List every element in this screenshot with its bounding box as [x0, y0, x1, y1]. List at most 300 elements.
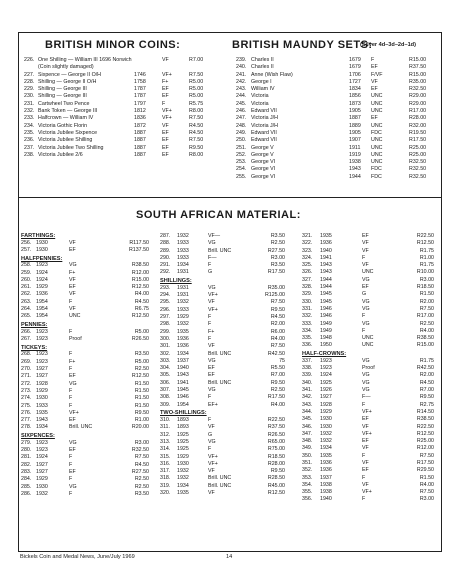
- coin-year: 1927: [36, 461, 48, 468]
- lot-number: 290.: [160, 254, 171, 261]
- lot-number: 232.: [24, 108, 35, 115]
- coin-year: 1932: [36, 490, 48, 497]
- coin-row: [160, 314, 295, 321]
- coin-grade: F: [69, 387, 73, 394]
- coin-row: [21, 373, 153, 380]
- coin-year: 1946: [320, 305, 332, 312]
- coin-price: R26.50: [267, 431, 285, 438]
- coin-row: [21, 270, 153, 277]
- category-heading: FARTHINGS:: [21, 233, 56, 239]
- coin-row: [21, 284, 153, 291]
- coin-grade: EF: [208, 365, 215, 372]
- set-price: R32.50: [409, 166, 427, 173]
- coin-grade: VF: [208, 424, 215, 431]
- set-year: 1856: [349, 93, 361, 100]
- lot-number: 347.: [302, 430, 313, 437]
- lot-number: 258.: [21, 262, 32, 269]
- coin-row: [160, 372, 295, 379]
- coin-row: [302, 306, 440, 313]
- coin-description: Halfcrown — William IV: [38, 115, 94, 122]
- lot-number: 271.: [21, 373, 32, 380]
- coin-row: [302, 387, 440, 394]
- coin-price: R7.00: [189, 57, 204, 63]
- lot-number: 355.: [302, 489, 313, 496]
- lot-number: 327.: [302, 276, 313, 283]
- coin-grade: F: [69, 402, 73, 409]
- coin-row: [24, 130, 224, 137]
- coin-year: 1923: [36, 336, 48, 343]
- coin-row: [302, 380, 440, 387]
- coin-price: R1.00: [134, 417, 149, 424]
- coin-price: R4.00: [419, 327, 434, 334]
- coin-price: R7.00: [270, 372, 285, 379]
- coin-year: 1746: [134, 71, 146, 78]
- coin-row: [302, 424, 440, 431]
- lot-number: 321.: [302, 233, 313, 239]
- coin-row: [302, 445, 440, 452]
- coin-row: [302, 496, 440, 503]
- section-divider: [18, 197, 441, 198]
- lot-number: 309.: [160, 401, 171, 408]
- coin-row: [160, 255, 295, 262]
- coin-row: [21, 299, 153, 306]
- lot-number: 297.: [160, 314, 171, 321]
- coin-row: [302, 431, 440, 438]
- lot-number: 235.: [24, 129, 35, 136]
- coin-year: 1931: [177, 284, 189, 291]
- lot-number: 283.: [21, 468, 32, 475]
- lot-number: 351.: [302, 460, 313, 466]
- coin-grade: VG: [362, 372, 370, 379]
- coin-year: 1940: [320, 496, 332, 503]
- coin-grade: UNC: [362, 269, 374, 276]
- lot-number: 293.: [160, 284, 171, 291]
- monarch-name: George I: [251, 78, 272, 85]
- coin-price: R22.50: [416, 423, 434, 430]
- coin-year: 1954: [36, 313, 48, 320]
- coin-year: 1923: [36, 328, 48, 335]
- lot-number: 239.: [236, 57, 247, 63]
- coin-price: R38.50: [416, 335, 434, 342]
- set-grade: UNC: [371, 151, 383, 158]
- south-african-title: SOUTH AFRICAN MATERIAL:: [136, 209, 301, 221]
- coin-grade: EF: [362, 233, 369, 239]
- maundy-row-values: [349, 101, 439, 108]
- maundy-row: [236, 137, 336, 144]
- maundy-row-values: [349, 130, 439, 137]
- lot-number: 343.: [302, 401, 313, 408]
- coin-price: R12.50: [131, 373, 149, 380]
- maundy-row: [236, 123, 336, 130]
- coin-row: [160, 468, 295, 475]
- category-heading: SHILLINGS:: [160, 278, 192, 285]
- coin-price: R4.00: [134, 291, 149, 298]
- coin-grade: EF: [362, 284, 369, 291]
- lot-number: 286.: [21, 490, 32, 497]
- coin-price: R2.50: [270, 387, 285, 394]
- coin-grade: F+: [69, 358, 76, 365]
- coin-year: 1950: [320, 342, 332, 349]
- coin-grade: F: [208, 321, 212, 328]
- coin-row: [160, 292, 295, 299]
- coin-price: R27.50: [267, 247, 285, 254]
- coin-grade: EF: [69, 246, 76, 253]
- coin-grade: VG: [362, 387, 370, 394]
- set-year: 1944: [349, 173, 361, 180]
- set-year: 1889: [349, 122, 361, 129]
- lot-number: 314.: [160, 446, 171, 453]
- lot-number: 306.: [160, 379, 171, 386]
- lot-number: 279.: [21, 439, 32, 446]
- coin-row: [160, 365, 295, 372]
- coin-year: 1943: [177, 372, 189, 379]
- coin-row: [21, 469, 153, 476]
- coin-row: [21, 262, 153, 269]
- coin-year: 1932: [177, 475, 189, 482]
- lot-number: 245.: [236, 100, 247, 107]
- set-grade: F: [371, 57, 375, 63]
- maundy-row: [236, 72, 336, 79]
- coin-grade: F: [362, 452, 366, 459]
- coin-grade: VF: [162, 122, 169, 129]
- coin-year: 1927: [320, 394, 332, 401]
- coin-year: 1932: [177, 299, 189, 306]
- coin-grade: Proof: [362, 365, 375, 372]
- coin-row: [21, 306, 153, 313]
- border-top: [18, 32, 441, 33]
- coin-grade: VF: [69, 306, 76, 313]
- coin-year: 1928: [320, 401, 332, 408]
- lot-number: 265.: [21, 313, 32, 320]
- lot-number: 356.: [302, 496, 313, 503]
- coin-price: R7.50: [270, 343, 285, 350]
- coin-grade: F+: [162, 78, 169, 85]
- maundy-row-values: [349, 57, 439, 64]
- set-grade: EF: [371, 64, 378, 71]
- lot-number: 269.: [21, 358, 32, 365]
- coin-grade: EF: [362, 467, 369, 474]
- coin-year: 1934: [177, 350, 189, 357]
- coin-row: [160, 285, 295, 292]
- coin-grade: VG: [362, 298, 370, 305]
- coin-grade: EF: [69, 447, 76, 454]
- coin-row: [302, 453, 440, 460]
- coin-price: R15.00: [131, 276, 149, 283]
- lot-number: 278.: [21, 424, 32, 431]
- coin-grade: F: [208, 314, 212, 321]
- coin-year: 1949: [320, 327, 332, 334]
- lot-number: 352.: [302, 467, 313, 474]
- coin-grade: VG: [362, 276, 370, 283]
- coin-year: 1936: [320, 460, 332, 466]
- coin-grade: VF: [208, 299, 215, 306]
- coin-year: 1924: [36, 454, 48, 461]
- coin-grade: EF: [362, 438, 369, 445]
- coin-grade: F: [69, 490, 73, 497]
- coin-grade: F: [69, 366, 73, 373]
- coin-grade: VG: [362, 320, 370, 327]
- coin-price: R7.50: [189, 137, 204, 144]
- coin-price: R4.00: [270, 335, 285, 342]
- coin-grade: VF+: [362, 489, 372, 496]
- monarch-name: Victoria J/H: [251, 122, 278, 129]
- coin-description: Victoria Gothic Florin: [38, 122, 88, 129]
- coin-price: R3.50: [270, 233, 285, 239]
- lot-number: 319.: [160, 482, 171, 489]
- coin-price: R38.50: [416, 416, 434, 423]
- maundy-row-values: [349, 166, 439, 173]
- coin-year: 1946: [177, 394, 189, 401]
- sa-column-3: [302, 233, 440, 504]
- coin-grade: F: [69, 395, 73, 402]
- lot-number: 344.: [302, 408, 313, 415]
- lot-number: 267.: [21, 336, 32, 343]
- coin-description: Sixpence — George II O/H: [38, 71, 102, 78]
- set-year: 1727: [349, 78, 361, 85]
- coin-row: [302, 299, 440, 306]
- set-year: 1943: [349, 166, 361, 173]
- coin-year: 1949: [320, 320, 332, 327]
- maundy-row: [236, 115, 336, 122]
- coin-price: R1.50: [134, 395, 149, 402]
- set-price: R17.50: [409, 137, 427, 144]
- coin-year: 1943: [36, 417, 48, 424]
- coin-year: 1935: [177, 328, 189, 335]
- border-right: [441, 32, 442, 552]
- set-price: R32.50: [409, 159, 427, 166]
- lot-number: 240.: [236, 64, 247, 71]
- coin-price: R32.50: [131, 447, 149, 454]
- coin-year: 1940: [320, 247, 332, 254]
- lot-number: 261.: [21, 284, 32, 291]
- coin-row: [302, 409, 440, 416]
- lot-number: 354.: [302, 481, 313, 488]
- coin-row: [24, 101, 224, 108]
- category-heading: SIXPENCES:: [21, 433, 55, 440]
- coin-price: R10.00: [416, 269, 434, 276]
- set-year: 1919: [349, 151, 361, 158]
- coin-row: [302, 335, 440, 342]
- lot-number: 230.: [24, 93, 35, 100]
- coin-year: 1930: [36, 246, 48, 253]
- lot-number: 322.: [302, 240, 313, 247]
- coin-row: [302, 342, 440, 349]
- coin-description: One Shilling — William III 1696 Norwich: [38, 57, 132, 63]
- lot-number: 316.: [160, 460, 171, 467]
- sa-column-1: [21, 233, 153, 498]
- maundy-row: [236, 108, 336, 115]
- set-year: 1873: [349, 100, 361, 107]
- coin-year: 1933: [177, 247, 189, 254]
- lot-number: 248.: [236, 122, 247, 129]
- coin-year: 1931: [177, 292, 189, 299]
- coin-row: [160, 424, 295, 431]
- coin-price: R15.00: [416, 342, 434, 349]
- lot-number: 303.: [160, 357, 171, 364]
- coin-row: [302, 328, 440, 335]
- maundy-list-names: [236, 57, 336, 181]
- lot-number: 280.: [21, 447, 32, 454]
- set-price: R29.00: [409, 100, 427, 107]
- coin-row: [160, 307, 295, 314]
- coin-row: [21, 491, 153, 498]
- coin-price: 75: [279, 357, 285, 364]
- coin-grade: VF+: [208, 453, 218, 460]
- coin-price: R1.75: [419, 357, 434, 364]
- coin-row: [160, 299, 295, 306]
- monarch-name: George VI: [251, 166, 276, 173]
- coin-grade: Brill. UNC: [208, 482, 232, 489]
- sa-column-2: [160, 233, 295, 497]
- coin-grade: EF: [162, 93, 169, 100]
- coin-grade: EF: [69, 284, 76, 291]
- coin-grade: Brill. UNC: [208, 475, 232, 482]
- coin-year: 1893: [177, 424, 189, 431]
- coin-price: R5.00: [189, 86, 204, 93]
- coin-price: R3.00: [419, 496, 434, 503]
- coin-year: 1943: [320, 262, 332, 269]
- set-price: R37.50: [409, 64, 427, 71]
- coin-year: 1936: [320, 240, 332, 247]
- coin-price: R7.50: [189, 71, 204, 78]
- coin-price: R7.50: [419, 452, 434, 459]
- coin-row: [21, 336, 153, 343]
- coin-price: R2.50: [134, 476, 149, 483]
- coin-row: [160, 439, 295, 446]
- coin-row: [302, 460, 440, 467]
- coin-grade: F: [69, 351, 73, 358]
- coin-row: [24, 123, 224, 130]
- coin-grade: VF: [362, 423, 369, 430]
- lot-number: 249.: [236, 129, 247, 136]
- coin-grade: VG: [362, 305, 370, 312]
- coin-year: 1923: [36, 439, 48, 446]
- set-price: R17.00: [409, 108, 427, 115]
- coin-price: R12.50: [416, 240, 434, 247]
- lot-number: 288.: [160, 240, 171, 247]
- lot-number: 237.: [24, 144, 35, 151]
- lot-number: 300.: [160, 335, 171, 342]
- coin-year: 1934: [320, 445, 332, 452]
- coin-grade: VG: [362, 357, 370, 364]
- maundy-row: [236, 64, 336, 71]
- coin-year: 1931: [177, 269, 189, 276]
- coin-row: [160, 321, 295, 328]
- coin-price: R12.50: [267, 489, 285, 496]
- coin-price: R4.50: [189, 122, 204, 129]
- coin-grade: VF+: [162, 108, 172, 115]
- lot-number: 266.: [21, 328, 32, 335]
- coin-row: [302, 482, 440, 489]
- coin-year: 1936: [320, 467, 332, 474]
- coin-year: 1927: [36, 373, 48, 380]
- coin-year: 1941: [177, 379, 189, 386]
- coin-year: 1932: [320, 438, 332, 445]
- coin-grade: VG: [208, 387, 216, 394]
- coin-grade: VG: [69, 262, 77, 269]
- lot-number: 255.: [236, 173, 247, 180]
- coin-price: R4.50: [134, 298, 149, 305]
- coin-description: (Coin slightly damaged): [38, 64, 94, 71]
- coin-row: [160, 380, 295, 387]
- lot-number: 244.: [236, 93, 247, 100]
- coin-price: R17.50: [416, 460, 434, 466]
- coin-grade: VF+: [208, 292, 218, 299]
- coin-price: R2.00: [419, 372, 434, 379]
- coin-year: 1927: [36, 366, 48, 373]
- coin-year: 1945: [320, 291, 332, 298]
- coin-row: [302, 313, 440, 320]
- coin-row: [21, 447, 153, 454]
- coin-grade: VG: [69, 483, 77, 490]
- coin-description: Cartwheel Two Pence: [38, 100, 90, 107]
- lot-number: 276.: [21, 409, 32, 416]
- coin-row: [160, 417, 295, 424]
- set-year: 1887: [349, 115, 361, 122]
- coin-row: [24, 93, 224, 100]
- lot-number: 246.: [236, 108, 247, 115]
- lot-number: 295.: [160, 299, 171, 306]
- coin-price: R7.50: [189, 115, 204, 122]
- coin-grade: VF—: [208, 233, 221, 239]
- coin-row: [302, 438, 440, 445]
- coin-price: R1.50: [134, 380, 149, 387]
- coin-year: 1923: [36, 351, 48, 358]
- coin-price: R22.50: [416, 233, 434, 239]
- coin-year: 1887: [134, 129, 146, 136]
- lot-number: 342.: [302, 394, 313, 401]
- coin-grade: VF: [362, 247, 369, 254]
- lot-number: 229.: [24, 86, 35, 93]
- maundy-row: [236, 93, 336, 100]
- coin-year: 1929: [36, 284, 48, 291]
- coin-price: R9.50: [270, 468, 285, 475]
- coin-grade: VF+: [162, 115, 172, 122]
- coin-row: [160, 233, 295, 240]
- coin-row: [21, 247, 153, 254]
- lot-number: 323.: [302, 247, 313, 254]
- lot-number: 238.: [24, 151, 35, 158]
- coin-year: 1923: [36, 358, 48, 365]
- coin-price: R3.00: [134, 439, 149, 446]
- coin-row: [302, 291, 440, 298]
- coin-row: [302, 233, 440, 240]
- set-price: R19.50: [409, 129, 427, 136]
- coin-row: [160, 262, 295, 269]
- lot-number: 226.: [24, 57, 35, 63]
- lot-number: 234.: [24, 122, 35, 129]
- monarch-name: George VI: [251, 159, 276, 166]
- coin-price: R37.50: [267, 424, 285, 431]
- lot-number: 287.: [160, 233, 171, 239]
- coin-grade: Brill. UNC: [208, 350, 232, 357]
- maundy-row-values: [349, 145, 439, 152]
- coin-row: [302, 321, 440, 328]
- coin-price: R9.50: [189, 144, 204, 151]
- coin-year: 1923: [320, 365, 332, 372]
- lot-number: 313.: [160, 438, 171, 445]
- lot-number: 242.: [236, 78, 247, 85]
- coin-row: [24, 86, 224, 93]
- coin-price: R5.00: [189, 78, 204, 85]
- coin-row: [160, 269, 295, 276]
- coin-grade: VF+: [208, 306, 218, 313]
- coin-row: [21, 403, 153, 410]
- coin-price: R25.00: [416, 438, 434, 445]
- lot-number: 250.: [236, 137, 247, 144]
- lot-number: 236.: [24, 137, 35, 144]
- lot-number: 308.: [160, 394, 171, 401]
